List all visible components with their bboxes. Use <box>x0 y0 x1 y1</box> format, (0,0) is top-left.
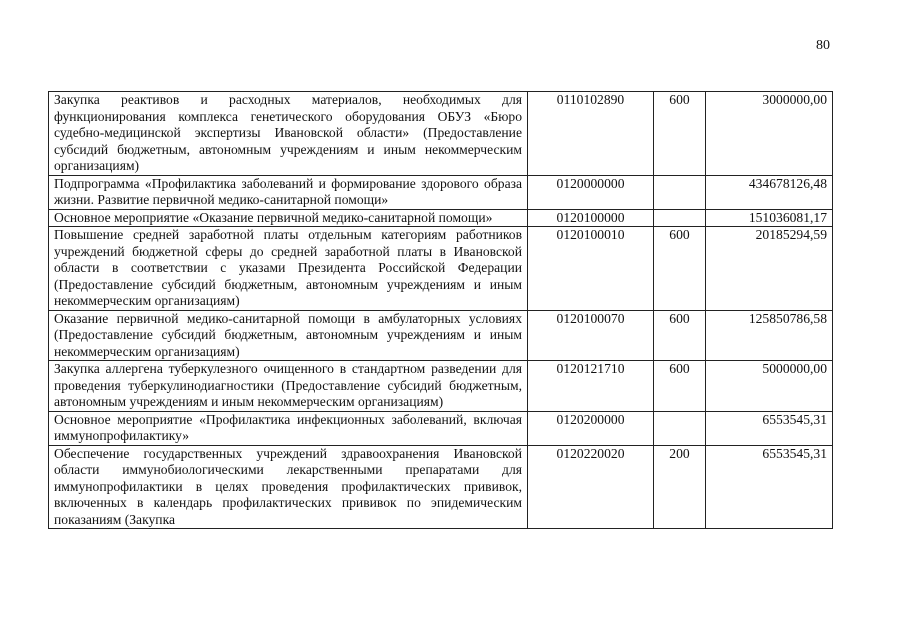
budget-table <box>48 91 833 529</box>
table-row <box>49 92 833 176</box>
row-code: 0120100010 <box>528 227 654 311</box>
table-row <box>49 175 833 209</box>
table-row <box>49 445 833 529</box>
row-code: 0120000000 <box>528 175 654 209</box>
row-description: Закупка аллергена туберкулезного очищенного в стандартном разведении для проведения туберкулинодиагностики (Предоставление субсидий бюджетным, автономным учреждениям и иным некоммерческим организациям) <box>49 361 528 412</box>
row-expense-type <box>654 411 706 445</box>
row-description: Основное мероприятие «Профилактика инфекционных заболеваний, включая иммунопрофилактику» <box>49 411 528 445</box>
row-description: Основное мероприятие «Оказание первичной медико-санитарной помощи» <box>49 209 528 227</box>
row-expense-type <box>654 209 706 227</box>
page-number: 80 <box>816 38 830 53</box>
row-description: Подпрограмма «Профилактика заболеваний и формирование здорового образа жизни. Развитие первичной медико-санитарной помощи» <box>49 175 528 209</box>
row-expense-type <box>654 175 706 209</box>
table-row <box>49 310 833 361</box>
row-amount: 151036081,17 <box>706 209 833 227</box>
table-row <box>49 227 833 311</box>
row-code: 0120121710 <box>528 361 654 412</box>
table-row <box>49 209 833 227</box>
row-amount: 5000000,00 <box>706 361 833 412</box>
row-code: 0120220020 <box>528 445 654 529</box>
table-row <box>49 411 833 445</box>
row-code: 0120100000 <box>528 209 654 227</box>
row-expense-type: 600 <box>654 361 706 412</box>
row-description: Повышение средней заработной платы отдельным категориям работников учреждений бюджетной сферы до средней заработной платы в Ивановской области в соответствии с указами Президента Российской Федерации (Предоставление субсидий бюджетным, автономным учреждениям и иным некоммерческим организациям) <box>49 227 528 311</box>
row-expense-type: 600 <box>654 310 706 361</box>
row-amount: 3000000,00 <box>706 92 833 176</box>
row-code: 0110102890 <box>528 92 654 176</box>
row-amount: 434678126,48 <box>706 175 833 209</box>
row-description: Обеспечение государственных учреждений здравоохранения Ивановской области иммунобиологическими лекарственными препаратами для иммунопрофилактики в целях проведения профилактических прививок, включенных в календарь профилактических прививок по эпидемическим показаниям (Закупка <box>49 445 528 529</box>
row-description: Закупка реактивов и расходных материалов, необходимых для функционирования комплекса генетического оборудования ОБУЗ «Бюро судебно-медицинской экспертизы Ивановской области» (Предоставление субсидий бюджетным, автономным учреждениям и иным некоммерческим организациям) <box>49 92 528 176</box>
table-row <box>49 361 833 412</box>
row-amount: 6553545,31 <box>706 411 833 445</box>
row-amount: 20185294,59 <box>706 227 833 311</box>
row-code: 0120200000 <box>528 411 654 445</box>
row-expense-type: 200 <box>654 445 706 529</box>
row-description: Оказание первичной медико-санитарной помощи в амбулаторных условиях (Предоставление субсидий бюджетным, автономным учреждениям и иным некоммерческим организациям) <box>49 310 528 361</box>
row-amount: 125850786,58 <box>706 310 833 361</box>
row-code: 0120100070 <box>528 310 654 361</box>
row-expense-type: 600 <box>654 227 706 311</box>
row-amount: 6553545,31 <box>706 445 833 529</box>
row-expense-type: 600 <box>654 92 706 176</box>
